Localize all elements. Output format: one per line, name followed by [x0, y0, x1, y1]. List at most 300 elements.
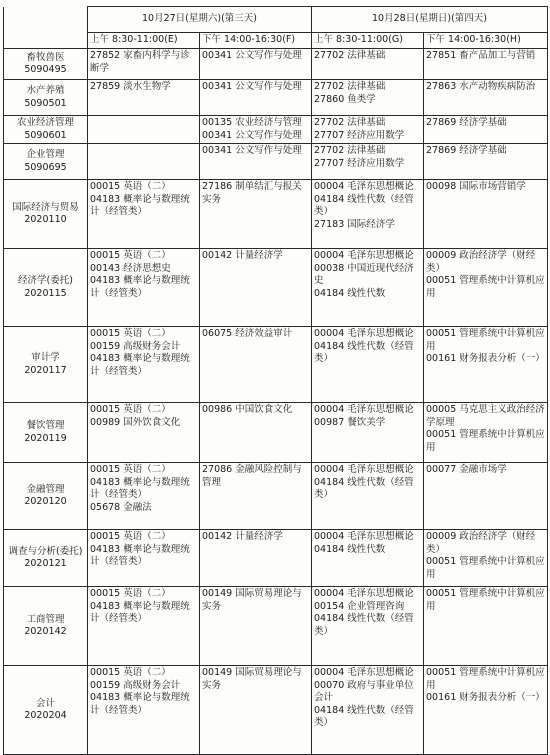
subject-entry	[90, 250, 197, 263]
day-header-2: 10月28日(星期日)(第四天)	[312, 7, 548, 33]
subject-entry	[314, 531, 421, 544]
exam-slot-cell	[200, 327, 312, 403]
subject-entry	[90, 417, 197, 430]
subject-name: 畜产品加工与营销	[459, 50, 536, 61]
subject-entry	[314, 341, 421, 366]
subject-entry	[90, 404, 197, 417]
exam-slot-cell	[424, 249, 548, 327]
subject-name: 毛泽东思想概论	[347, 250, 414, 261]
subject-code: 27860	[314, 93, 345, 105]
subject-entry	[90, 544, 197, 569]
subject-entry	[90, 353, 197, 378]
subject-code: 00005	[426, 404, 457, 415]
subject-entry	[202, 588, 309, 613]
subject-entry	[426, 588, 545, 613]
subject-code: 00159	[90, 679, 121, 691]
subject-code: 27086	[202, 464, 233, 475]
subject-name: 管理系统中计算机应用	[426, 588, 545, 612]
subject-name: 管理系统中计算机应用	[426, 429, 545, 453]
subject-name: 管理系统中计算机应用	[426, 328, 545, 352]
major-code: 2020110	[24, 214, 67, 225]
major-name: 水产养殖	[26, 85, 65, 96]
subject-entry	[314, 544, 421, 557]
subject-code: 04183	[90, 193, 121, 205]
subject-entry	[90, 275, 197, 300]
major-code: 2020142	[24, 626, 67, 637]
subject-entry	[314, 417, 421, 430]
subject-code: 00051	[426, 667, 457, 678]
subject-name: 管理系统中计算机应用	[426, 667, 545, 691]
subject-name: 财务报表分析（一）	[459, 353, 545, 364]
major-code: 5090601	[24, 129, 67, 141]
day-header-1: 10月27日(星期六)(第三天)	[88, 7, 312, 33]
major-code: 2020121	[24, 558, 67, 569]
subject-code: 04184	[314, 704, 345, 716]
subject-name: 家畜内科学与诊断学	[90, 50, 190, 74]
exam-slot-cell	[200, 587, 312, 666]
major-name: 农业经济管理	[16, 117, 74, 128]
exam-slot-cell	[424, 144, 548, 180]
exam-slot-cell	[312, 249, 424, 327]
subject-entry	[202, 130, 309, 143]
subject-name: 国际贸易理论与实务	[202, 667, 302, 691]
subject-entry	[90, 601, 197, 626]
subject-entry	[202, 667, 309, 692]
subject-code: 04184	[314, 476, 345, 488]
subject-name: 概率论与数理统计（经管类）	[90, 692, 190, 716]
subject-name: 毛泽东思想概论	[347, 464, 414, 475]
subject-code: 00341	[202, 81, 233, 92]
subject-name: 概率论与数理统计（经管类）	[90, 543, 190, 567]
subject-code: 00077	[426, 464, 457, 475]
subject-entry	[314, 601, 421, 614]
subject-name: 水产动物疾病防治	[459, 81, 536, 92]
subject-name: 政治经济学（财经类）	[426, 250, 536, 274]
subject-code: 00051	[426, 429, 457, 440]
subject-name: 概率论与数理统计（经管类）	[90, 353, 190, 377]
subject-code: 27863	[426, 81, 457, 92]
major-cell	[4, 327, 88, 403]
subject-entry	[314, 588, 421, 601]
exam-slot-cell	[88, 530, 200, 587]
subject-name: 毛泽东思想概论	[347, 181, 414, 192]
exam-slot-cell	[88, 249, 200, 327]
exam-slot-cell	[424, 463, 548, 530]
exam-slot-cell	[200, 530, 312, 587]
exam-slot-cell	[424, 666, 548, 755]
subject-code: 00098	[426, 181, 457, 192]
subject-name: 计量经济学	[235, 531, 283, 542]
slot-header-g: 上午 8:30-11:00(G)	[312, 33, 424, 49]
exam-slot-cell	[88, 116, 200, 144]
exam-slot-cell	[424, 116, 548, 144]
subject-entry	[426, 81, 545, 94]
exam-schedule-table	[3, 6, 548, 755]
subject-name: 国际贸易理论与实务	[202, 588, 302, 612]
subject-entry	[202, 404, 309, 417]
subject-name: 金融法	[123, 501, 152, 513]
exam-schedule-sheet	[3, 6, 547, 748]
subject-name: 鱼类学	[347, 93, 376, 105]
major-row	[4, 80, 548, 116]
major-name: 企业管理	[26, 149, 65, 160]
subject-name: 政府与事业单位会计	[314, 679, 414, 703]
exam-slot-cell	[312, 327, 424, 403]
subject-name: 英语（二）	[123, 667, 171, 678]
subject-name: 财务报表分析（一）	[459, 692, 545, 703]
exam-slot-cell	[88, 144, 200, 180]
subject-code: 00004	[314, 404, 345, 415]
subject-name: 经济学基础	[459, 145, 507, 156]
subject-name: 政治经济学（财经类）	[426, 531, 536, 555]
subject-code: 04183	[90, 353, 121, 364]
subject-code: 27707	[314, 129, 345, 141]
exam-slot-cell	[312, 116, 424, 144]
subject-code: 00341	[202, 145, 233, 156]
subject-name: 概率论与数理统计（经管类）	[90, 600, 190, 624]
subject-entry	[426, 531, 545, 556]
exam-slot-cell	[200, 666, 312, 755]
exam-slot-cell	[424, 49, 548, 80]
slot-header-e: 上午 8:30-11:00(E)	[88, 33, 200, 49]
subject-name: 线性代数（经管类）	[314, 704, 414, 728]
exam-slot-cell	[312, 144, 424, 180]
subject-name: 线性代数（经管类）	[314, 340, 414, 364]
subject-code: 27851	[426, 50, 457, 61]
exam-slot-cell	[312, 180, 424, 249]
subject-entry	[202, 181, 309, 206]
subject-name: 线性代数（经管类）	[314, 193, 414, 217]
major-row	[4, 180, 548, 249]
subject-name: 线性代数	[347, 543, 386, 555]
subject-entry	[314, 667, 421, 680]
exam-slot-cell	[312, 530, 424, 587]
major-code: 5090495	[24, 64, 67, 75]
subject-code: 00051	[426, 328, 457, 339]
subject-entry	[90, 588, 197, 601]
subject-name: 法律基础	[347, 117, 386, 128]
subject-name: 英语（二）	[123, 328, 171, 339]
subject-code: 04184	[314, 193, 345, 205]
exam-slot-cell	[88, 587, 200, 666]
subject-name: 线性代数（经管类）	[314, 613, 414, 637]
subject-name: 公文写作与处理	[235, 50, 302, 61]
subject-entry	[202, 250, 309, 263]
subject-code: 00070	[314, 679, 345, 691]
subject-name: 中国近现代经济史	[314, 262, 414, 286]
subject-name: 高级财务会计	[123, 340, 181, 352]
subject-code: 00987	[314, 416, 345, 428]
subject-entry	[202, 145, 309, 158]
subject-name: 法律基础	[347, 145, 386, 156]
subject-entry	[90, 263, 197, 276]
subject-code: 00015	[90, 250, 121, 261]
subject-entry	[314, 81, 421, 94]
subject-code: 27852	[90, 50, 121, 61]
header-corner	[4, 7, 88, 49]
subject-name: 概率论与数理统计（经管类）	[90, 275, 190, 299]
subject-name: 法律基础	[347, 50, 386, 61]
exam-slot-cell	[312, 587, 424, 666]
subject-entry	[90, 194, 197, 219]
subject-entry	[314, 680, 421, 705]
exam-slot-cell	[88, 327, 200, 403]
major-cell	[4, 80, 88, 116]
subject-entry	[314, 328, 421, 341]
exam-slot-cell	[200, 180, 312, 249]
exam-slot-cell	[424, 80, 548, 116]
subject-name: 线性代数	[347, 287, 386, 299]
exam-slot-cell	[88, 180, 200, 249]
subject-name: 高级财务会计	[123, 679, 181, 691]
subject-entry	[314, 464, 421, 477]
major-row	[4, 327, 548, 403]
subject-name: 经济应用数学	[347, 129, 405, 141]
subject-name: 概率论与数理统计（经管类）	[90, 476, 190, 500]
subject-entry	[314, 50, 421, 63]
subject-entry	[426, 353, 545, 366]
subject-code: 00142	[202, 250, 233, 261]
major-name: 国际经济与贸易	[12, 201, 79, 213]
subject-code: 00015	[90, 531, 121, 542]
subject-name: 毛泽东思想概论	[347, 531, 414, 542]
major-name: 金融管理	[26, 483, 65, 495]
major-cell	[4, 180, 88, 249]
subject-entry	[90, 341, 197, 354]
subject-code: 00015	[90, 181, 121, 192]
subject-code: 04183	[90, 476, 121, 488]
exam-slot-cell	[88, 80, 200, 116]
major-name: 畜牧兽医	[26, 51, 65, 63]
subject-name: 英语（二）	[123, 588, 171, 599]
subject-name: 经济应用数学	[347, 157, 405, 169]
major-row	[4, 530, 548, 587]
subject-name: 计量经济学	[235, 250, 283, 261]
subject-name: 国际经济学	[347, 218, 395, 230]
slot-header-f: 下午 14:00-16:30(F)	[200, 33, 312, 49]
subject-entry	[314, 117, 421, 130]
subject-code: 04184	[314, 287, 345, 299]
subject-entry	[90, 502, 197, 515]
major-cell	[4, 530, 88, 587]
major-name: 餐饮管理	[26, 420, 65, 431]
major-name: 经济学(委托)	[18, 275, 73, 286]
subject-code: 00142	[202, 531, 233, 542]
major-row	[4, 249, 548, 327]
major-code: 2020117	[24, 364, 67, 376]
subject-name: 金融风险控制与管理	[202, 464, 302, 488]
major-code: 2020115	[24, 287, 67, 299]
subject-entry	[426, 50, 545, 63]
major-cell	[4, 403, 88, 463]
subject-name: 餐饮美学	[347, 416, 386, 428]
subject-name: 公文写作与处理	[235, 129, 302, 141]
subject-entry	[202, 531, 309, 544]
subject-entry	[90, 680, 197, 693]
subject-name: 国际市场营销学	[459, 181, 526, 192]
subject-code: 00135	[202, 117, 233, 128]
subject-entry	[314, 145, 421, 158]
subject-code: 00038	[314, 262, 345, 274]
subject-name: 英语（二）	[123, 464, 171, 475]
subject-code: 00015	[90, 404, 121, 415]
subject-name: 经济学基础	[459, 117, 507, 128]
subject-entry	[314, 263, 421, 288]
subject-entry	[314, 404, 421, 417]
major-row	[4, 587, 548, 666]
subject-name: 企业管理咨询	[347, 600, 405, 612]
major-cell	[4, 144, 88, 180]
subject-entry	[314, 250, 421, 263]
exam-slot-cell	[88, 463, 200, 530]
subject-name: 公文写作与处理	[235, 145, 302, 156]
subject-entry	[90, 81, 197, 94]
subject-code: 27183	[314, 218, 345, 230]
subject-code: 00341	[202, 50, 233, 61]
subject-code: 00004	[314, 531, 345, 542]
subject-code: 00161	[426, 353, 457, 364]
subject-entry	[202, 464, 309, 489]
exam-slot-cell	[312, 80, 424, 116]
subject-entry	[426, 328, 545, 353]
exam-slot-cell	[312, 49, 424, 80]
subject-code: 27859	[90, 81, 121, 92]
subject-code: 00051	[426, 556, 457, 567]
major-code: 2020120	[24, 496, 67, 507]
subject-code: 00015	[90, 328, 121, 339]
subject-name: 制单结汇与报关实务	[202, 181, 302, 205]
subject-entry	[314, 705, 421, 730]
major-code: 2020119	[24, 432, 67, 444]
exam-slot-cell	[88, 666, 200, 755]
subject-code: 00004	[314, 328, 345, 339]
exam-slot-cell	[88, 49, 200, 80]
subject-code: 00015	[90, 667, 121, 678]
subject-code: 27707	[314, 157, 345, 169]
exam-slot-cell	[88, 403, 200, 463]
subject-name: 线性代数（经管类）	[314, 476, 414, 500]
subject-code: 00051	[426, 588, 457, 599]
major-code: 2020204	[24, 710, 67, 721]
major-code: 5090695	[24, 161, 67, 173]
subject-entry	[90, 477, 197, 502]
subject-entry	[314, 288, 421, 301]
subject-entry	[90, 692, 197, 717]
major-cell	[4, 587, 88, 666]
subject-code: 27186	[202, 181, 233, 192]
major-cell	[4, 116, 88, 144]
subject-name: 毛泽东思想概论	[347, 667, 414, 678]
subject-code: 00004	[314, 250, 345, 261]
exam-slot-cell	[312, 666, 424, 755]
slot-header-h: 下午 14:00-16:30(H)	[424, 33, 548, 49]
subject-code: 00009	[426, 250, 457, 261]
subject-entry	[202, 81, 309, 94]
major-cell	[4, 49, 88, 80]
subject-name: 公文写作与处理	[235, 81, 302, 92]
subject-entry	[314, 613, 421, 638]
subject-entry	[90, 50, 197, 75]
subject-name: 法律基础	[347, 81, 386, 92]
subject-name: 经济效益审计	[235, 328, 293, 339]
subject-entry	[426, 667, 545, 692]
subject-code: 00161	[426, 692, 457, 703]
subject-entry	[314, 219, 421, 232]
subject-code: 04183	[90, 600, 121, 612]
subject-code: 27869	[426, 117, 457, 128]
subject-entry	[426, 250, 545, 275]
subject-name: 淡水生物学	[123, 81, 171, 92]
subject-code: 27869	[426, 145, 457, 156]
subject-entry	[426, 556, 545, 581]
subject-entry	[202, 50, 309, 63]
subject-code: 00143	[90, 262, 121, 274]
subject-name: 毛泽东思想概论	[347, 404, 414, 415]
exam-slot-cell	[424, 530, 548, 587]
subject-code: 04183	[90, 543, 121, 555]
subject-code: 00989	[90, 416, 121, 428]
subject-entry	[314, 181, 421, 194]
exam-slot-cell	[200, 116, 312, 144]
subject-code: 00015	[90, 464, 121, 475]
exam-slot-cell	[200, 144, 312, 180]
subject-entry	[314, 94, 421, 107]
subject-name: 毛泽东思想概论	[347, 588, 414, 599]
subject-code: 04183	[90, 275, 121, 286]
exam-slot-cell	[424, 327, 548, 403]
major-name: 调查与分析(委托)	[8, 545, 83, 557]
subject-code: 00159	[90, 340, 121, 352]
subject-name: 英语（二）	[123, 181, 171, 192]
subject-entry	[90, 531, 197, 544]
exam-slot-cell	[424, 587, 548, 666]
subject-entry	[314, 158, 421, 171]
major-row	[4, 49, 548, 80]
subject-code: 00004	[314, 588, 345, 599]
subject-code: 27702	[314, 117, 345, 128]
subject-entry	[314, 194, 421, 219]
major-row	[4, 463, 548, 530]
subject-code: 27702	[314, 145, 345, 156]
major-code: 5090501	[24, 97, 67, 109]
subject-code: 04184	[314, 340, 345, 352]
subject-code: 04183	[90, 692, 121, 703]
exam-slot-cell	[312, 403, 424, 463]
subject-name: 毛泽东思想概论	[347, 328, 414, 339]
subject-name: 国外饮食文化	[123, 416, 181, 428]
exam-slot-cell	[312, 463, 424, 530]
subject-entry	[426, 429, 545, 454]
subject-code: 00009	[426, 531, 457, 542]
subject-entry	[426, 181, 545, 194]
subject-entry	[90, 181, 197, 194]
subject-code: 27702	[314, 81, 345, 92]
subject-entry	[426, 275, 545, 300]
exam-slot-cell	[200, 403, 312, 463]
major-name: 会计	[35, 697, 55, 709]
subject-code: 00015	[90, 588, 121, 599]
subject-code: 00004	[314, 667, 345, 678]
subject-entry	[426, 117, 545, 130]
subject-code: 00986	[202, 404, 233, 415]
subject-code: 00004	[314, 181, 345, 192]
subject-code: 00341	[202, 129, 233, 141]
subject-name: 英语（二）	[123, 404, 171, 415]
subject-name: 马克思主义政治经济学原理	[426, 404, 545, 428]
subject-name: 管理系统中计算机应用	[426, 556, 545, 580]
subject-name: 农业经济与管理	[235, 117, 302, 128]
subject-entry	[90, 328, 197, 341]
